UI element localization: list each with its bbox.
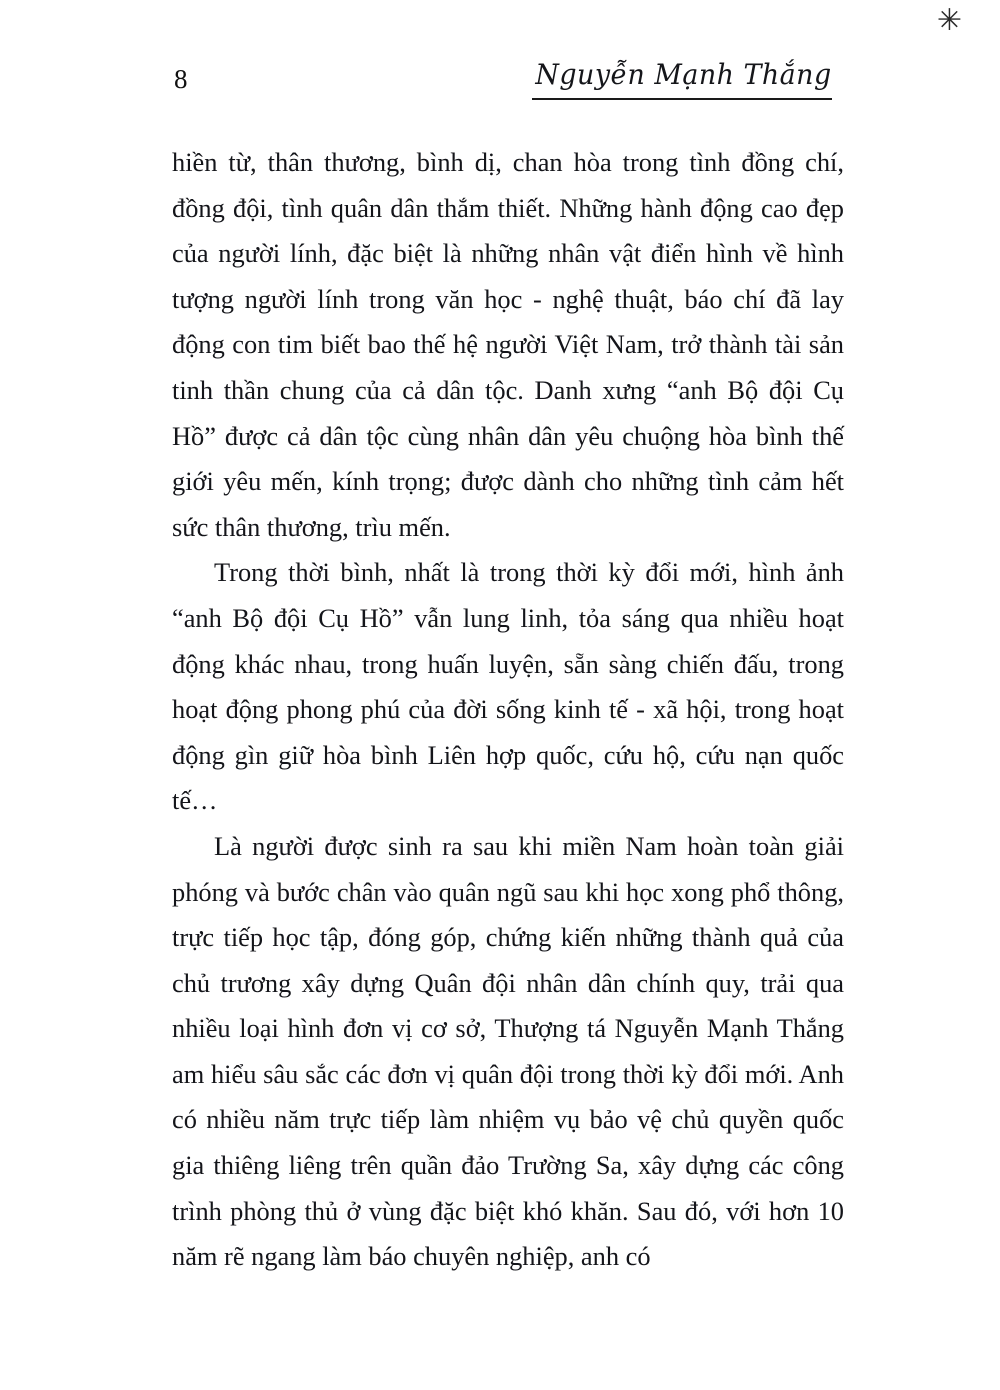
paragraph-2: Trong thời bình, nhất là trong thời kỳ đổi mới, hình ảnh “anh Bộ đội Cụ Hồ” vẫn lung linh, tỏa sáng qua nhiều hoạt động khác nhau, trong huấn luyện, sẵn sàng chiến đấu, trong hoạt động phong phú của đời sống kinh tế - xã hội, trong hoạt động gìn giữ hòa bình Liên hợp quốc, cứu hộ, cứu nạn quốc tế… xyxy=(172,557,844,816)
paragraph-3: Là người được sinh ra sau khi miền Nam hoàn toàn giải phóng và bước chân vào quân ngũ sau khi học xong phổ thông, trực tiếp học tập, đóng góp, chứng kiến những thành quả của chủ trương xây dựng Quân đội nhân dân chính quy, trải qua nhiều loại hình đơn vị cơ sở, Thượng tá Nguyễn Mạnh Thắng am hiểu sâu sắc các đơn vị quân đội trong thời kỳ đổi mới. Anh có nhiều năm trực tiếp làm nhiệm vụ bảo vệ chủ quyền quốc gia thiêng liêng trên quần đảo Trường Sa, xây dựng các công trình phòng thủ ở vùng đặc biệt khó khăn. Sau đó, với hơn 10 năm rẽ ngang làm báo chuyên nghiệp, anh có xyxy=(172,830,844,1272)
running-head-rule xyxy=(532,98,832,100)
body-text-block xyxy=(172,140,844,1280)
page-number: 8 xyxy=(174,64,188,94)
running-head xyxy=(168,58,832,104)
paragraph-1: hiền từ, thân thương, bình dị, chan hòa trong tình đồng chí, đồng đội, tình quân dân thắm thiết. Những hành động cao đẹp của người lính, đặc biệt là những nhân vật điển hình về hình tượng người lính trong văn học - nghệ thuật, báo chí đã lay động con tim biết bao thế hệ người Việt Nam, trở thành tài sản tinh thần chung của cả dân tộc. Danh xưng “anh Bộ đội Cụ Hồ” được cả dân tộc cùng nhân dân yêu chuộng hòa bình thế giới yêu mến, kính trọng; được dành cho những tình cảm hết sức thân thương, trìu mến. xyxy=(172,147,844,542)
asterisk-ornament-icon: ✳ xyxy=(936,3,962,38)
running-head-title: Nguyễn Mạnh Thắng xyxy=(535,58,832,91)
